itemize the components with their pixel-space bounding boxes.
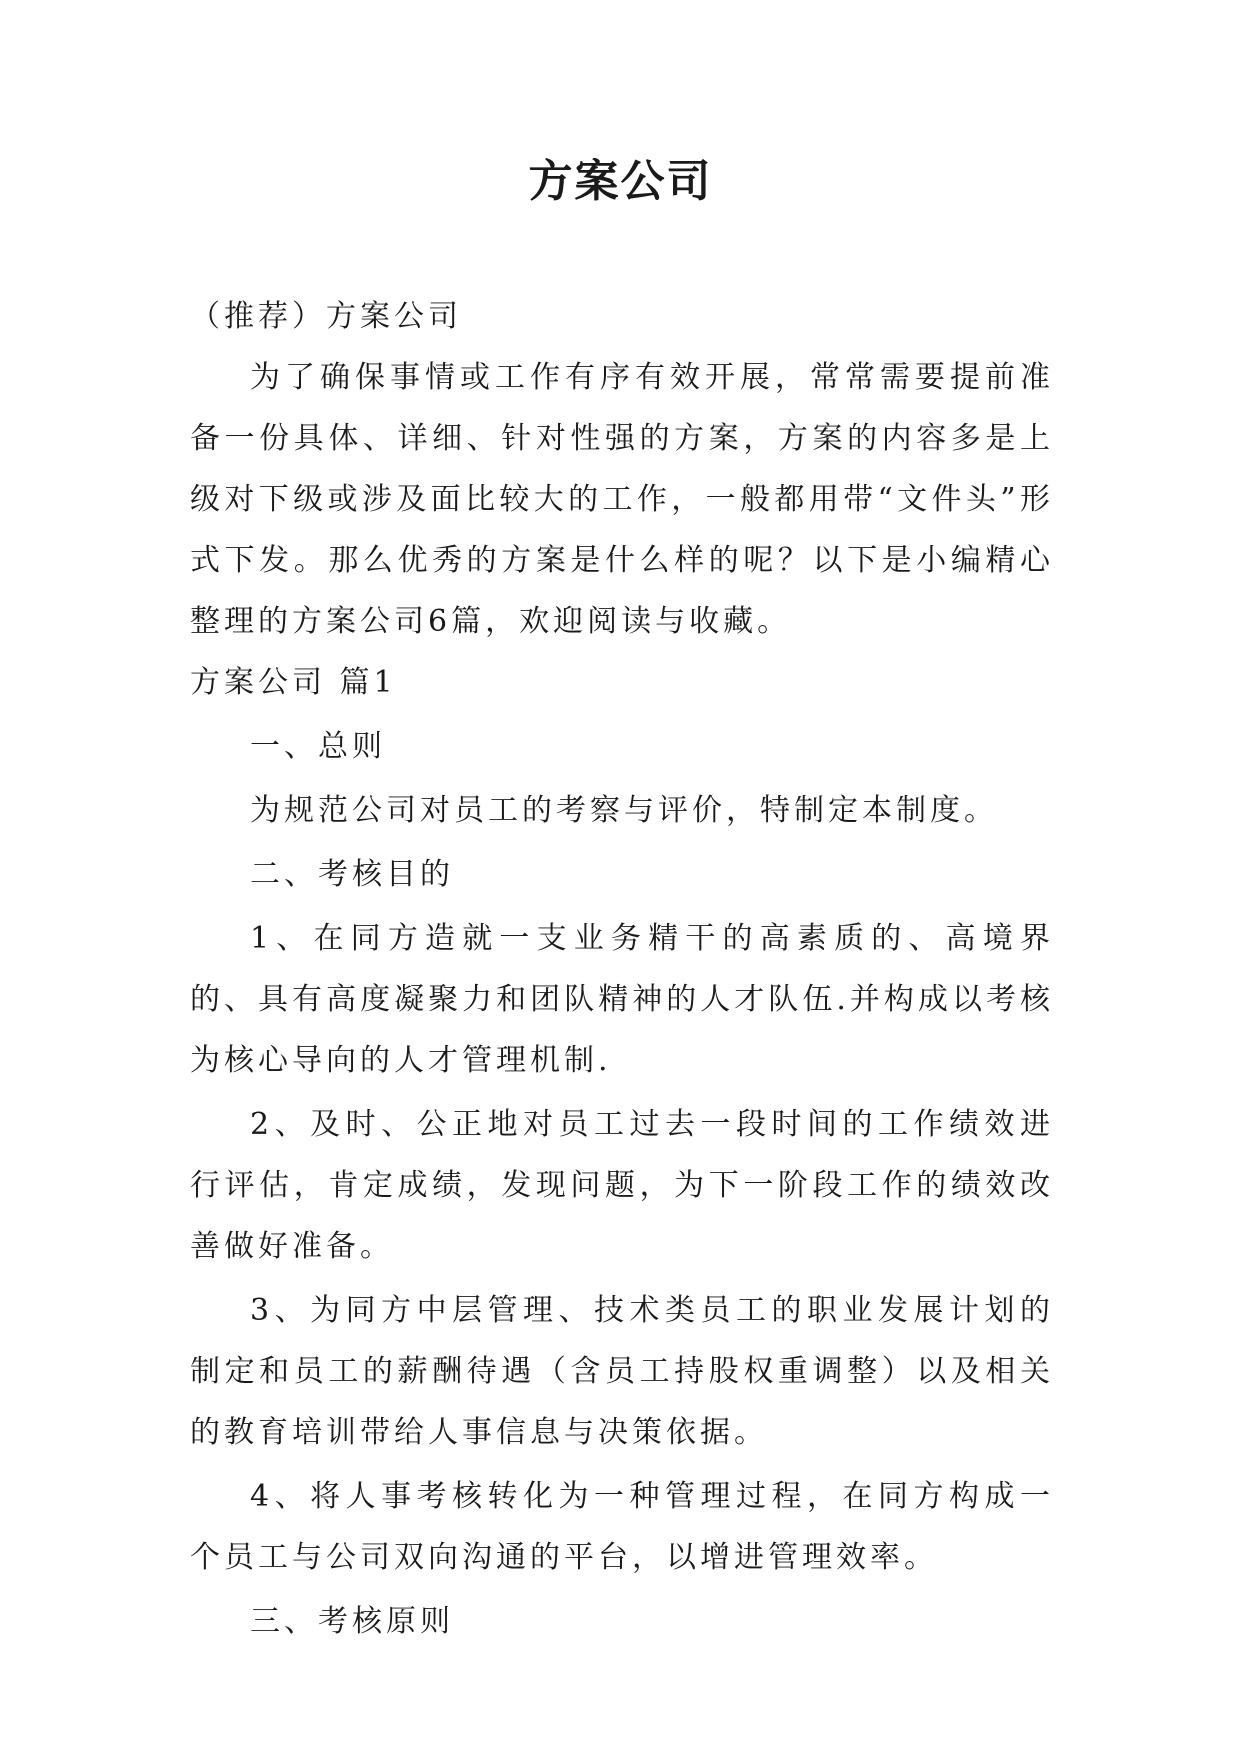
clause-heading: 一、总则 bbox=[250, 729, 386, 764]
section-heading: 方案公司 篇1 bbox=[190, 665, 397, 700]
clause-heading: 三、考核原则 bbox=[250, 1604, 454, 1639]
body-paragraph: 为规范公司对员工的考察与评价，特制定本制度。 bbox=[250, 793, 998, 828]
body-paragraph: 1、在同方造就一支业务精干的高素质的、高境界的、具有高度凝聚力和团队精神的人才队伍.并构成以考核为核心导向的人才管理机制. bbox=[190, 921, 1054, 1078]
intro-paragraph: 为了确保事情或工作有序有效开展，常常需要提前准备一份具体、详细、针对性强的方案，方案的内容多是上级对下级或涉及面比较大的工作，一般都用带“文件头”形式下发。那么优秀的方案是什么样的呢？以下是小编精心整理的方案公司6篇，欢迎阅读与收藏。 bbox=[190, 360, 1054, 639]
body-paragraph: 4、将人事考核转化为一种管理过程，在同方构成一个员工与公司双向沟通的平台，以增进管理效率。 bbox=[190, 1479, 1054, 1575]
subtitle-line: （推荐）方案公司 bbox=[190, 299, 462, 334]
document-body bbox=[190, 286, 1054, 1652]
document-title: 方案公司 bbox=[528, 156, 713, 207]
clause-heading: 二、考核目的 bbox=[250, 857, 454, 892]
body-paragraph: 3、为同方中层管理、技术类员工的职业发展计划的制定和员工的薪酬待遇（含员工持股权重调整）以及相关的教育培训带给人事信息与决策依据。 bbox=[190, 1293, 1054, 1450]
body-paragraph: 2、及时、公正地对员工过去一段时间的工作绩效进行评估，肯定成绩，发现问题，为下一阶段工作的绩效改善做好准备。 bbox=[190, 1107, 1054, 1264]
